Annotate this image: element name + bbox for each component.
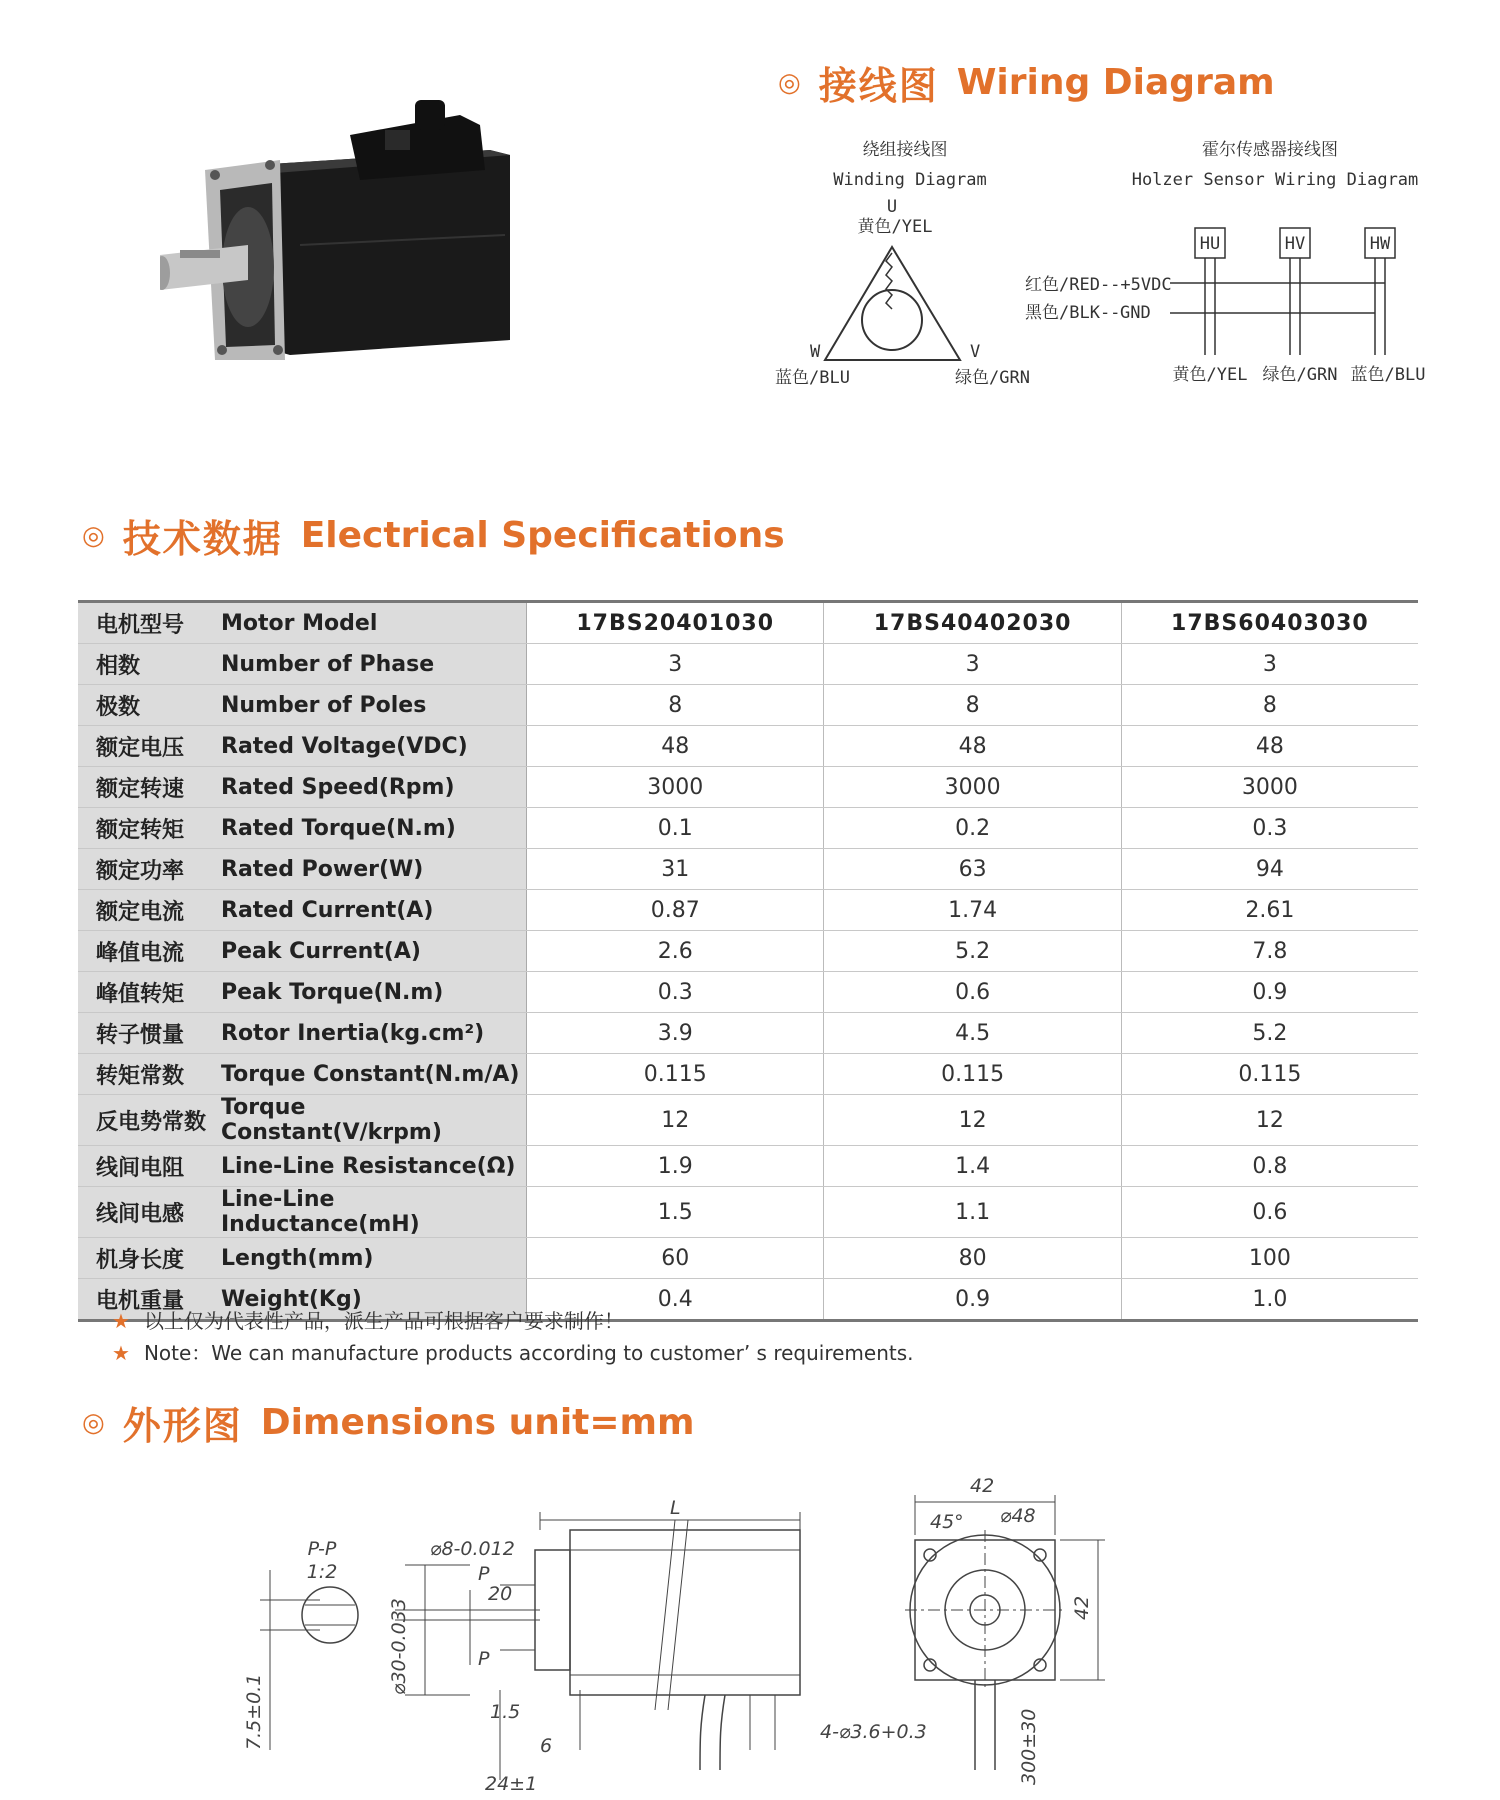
table-row (78, 685, 1418, 726)
header-zh: 电机型号 (78, 602, 221, 644)
wiring-diagrams (760, 135, 1460, 405)
row-value: 0.115 (824, 1054, 1121, 1095)
row-label-zh: 线间电感 (78, 1187, 221, 1238)
row-value: 48 (1121, 726, 1418, 767)
row-value: 3000 (527, 767, 824, 808)
bullet-icon: ◎ (82, 520, 105, 551)
dim-cable: 300±30 (1018, 1708, 1040, 1785)
row-label-en: Length(mm) (221, 1238, 527, 1279)
wiring-heading (778, 55, 1275, 110)
row-value: 0.2 (824, 808, 1121, 849)
row-label-en: Peak Torque(N.m) (221, 972, 527, 1013)
row-label-zh: 相数 (78, 644, 221, 685)
hall-title-en: Holzer Sensor Wiring Diagram (1131, 170, 1419, 190)
row-label-zh: 反电势常数 (78, 1095, 221, 1146)
row-value: 48 (824, 726, 1121, 767)
dim-p-top: P (478, 1563, 490, 1585)
row-value: 12 (824, 1095, 1121, 1146)
note-zh (112, 1305, 914, 1337)
wiring-heading-zh: 接线图 (818, 64, 939, 108)
row-label-zh: 额定电压 (78, 726, 221, 767)
table-row (78, 1095, 1418, 1146)
dimension-drawing (230, 1450, 1270, 1795)
dim-angle: 45° (930, 1511, 964, 1533)
row-value: 12 (1121, 1095, 1418, 1146)
row-value: 3 (824, 644, 1121, 685)
row-value: 0.87 (527, 890, 824, 931)
table-row (78, 972, 1418, 1013)
row-value: 8 (527, 685, 824, 726)
row-label-zh: 转子惯量 (78, 1013, 221, 1054)
table-row (78, 931, 1418, 972)
winding-v-label: 绿色/GRN (955, 368, 1030, 388)
row-value: 4.5 (824, 1013, 1121, 1054)
dim-holes: 4-⌀3.6+0.3 (820, 1721, 927, 1743)
row-value: 0.3 (527, 972, 824, 1013)
dim-pcd: ⌀48 (1000, 1505, 1036, 1527)
row-label-en: Number of Phase (221, 644, 527, 685)
row-value: 31 (527, 849, 824, 890)
row-label-en: Number of Poles (221, 685, 527, 726)
row-label-en: Rated Torque(N.m) (221, 808, 527, 849)
row-value: 100 (1121, 1238, 1418, 1279)
dim-42-side: 42 (1071, 1595, 1093, 1620)
row-value: 0.115 (1121, 1054, 1418, 1095)
row-label-en: Weight(Kg) (221, 1279, 527, 1321)
hall-title-zh: 霍尔传感器接线图 (1202, 140, 1338, 160)
row-value: 3.9 (527, 1013, 824, 1054)
note-en (112, 1337, 914, 1369)
row-label-en: Rated Power(W) (221, 849, 527, 890)
header-en: Motor Model (221, 602, 527, 644)
row-value: 3000 (824, 767, 1121, 808)
dim-24: 24±1 (485, 1773, 538, 1795)
hall-yel: 黄色/YEL (1172, 365, 1248, 385)
row-label-zh: 额定电流 (78, 890, 221, 931)
row-value: 7.8 (1121, 931, 1418, 972)
dim-6: 6 (540, 1735, 553, 1757)
dimensions-heading-zh: 外形图 (122, 1404, 243, 1448)
dim-boss: ⌀30-0.033 (388, 1598, 410, 1695)
dim-42-top: 42 (970, 1475, 995, 1497)
winding-diagram (775, 140, 1030, 388)
dim-key-len: 20 (488, 1583, 513, 1605)
row-value: 0.9 (824, 1279, 1121, 1321)
hall-red: 红色/RED--+5VDC (1025, 275, 1172, 295)
table-row (78, 1146, 1418, 1187)
row-value: 1.4 (824, 1146, 1121, 1187)
model-1: 17BS20401030 (527, 602, 824, 644)
row-value: 63 (824, 849, 1121, 890)
hall-hu: HU (1199, 234, 1221, 254)
dim-pp: P-P (307, 1538, 337, 1560)
row-value: 0.8 (1121, 1146, 1418, 1187)
row-label-zh: 转矩常数 (78, 1054, 221, 1095)
row-label-zh: 极数 (78, 685, 221, 726)
table-row (78, 1187, 1418, 1238)
row-value: 0.6 (824, 972, 1121, 1013)
specs-heading-en: Electrical Specifications (300, 515, 785, 556)
row-value: 0.4 (527, 1279, 824, 1321)
hall-diagram (1025, 140, 1425, 385)
model-2: 17BS40402030 (824, 602, 1121, 644)
row-label-zh: 线间电阻 (78, 1146, 221, 1187)
model-3: 17BS60403030 (1121, 602, 1418, 644)
dim-p-bottom: P (478, 1648, 490, 1670)
row-value: 48 (527, 726, 824, 767)
winding-w-letter: W (810, 342, 821, 362)
row-label-zh: 额定转矩 (78, 808, 221, 849)
row-label-en: Rated Voltage(VDC) (221, 726, 527, 767)
star-icon: ★ (112, 1341, 130, 1365)
row-value: 0.3 (1121, 808, 1418, 849)
row-value: 8 (1121, 685, 1418, 726)
row-value: 0.9 (1121, 972, 1418, 1013)
row-value: 80 (824, 1238, 1121, 1279)
row-value: 1.1 (824, 1187, 1121, 1238)
row-value: 1.74 (824, 890, 1121, 931)
winding-w-label: 蓝色/BLU (775, 368, 850, 388)
note-zh-text: 以上仅为代表性产品，派生产品可根据客户要求制作！ (143, 1309, 624, 1333)
row-label-en: Line-Line Inductance(mH) (221, 1187, 527, 1238)
row-label-en: Rated Speed(Rpm) (221, 767, 527, 808)
table-row (78, 808, 1418, 849)
row-label-en: Line-Line Resistance(Ω) (221, 1146, 527, 1187)
row-value: 60 (527, 1238, 824, 1279)
row-value: 3000 (1121, 767, 1418, 808)
star-icon: ★ (112, 1309, 130, 1333)
table-header-row (78, 602, 1418, 644)
row-value: 8 (824, 685, 1121, 726)
dim-shaft: ⌀8-0.012 (430, 1538, 515, 1560)
row-value: 1.9 (527, 1146, 824, 1187)
table-row (78, 890, 1418, 931)
bullet-icon: ◎ (778, 67, 801, 98)
bullet-icon: ◎ (82, 1407, 105, 1438)
winding-title-en: Winding Diagram (833, 170, 987, 190)
hall-blk: 黑色/BLK-- (1025, 303, 1121, 323)
spec-notes (112, 1305, 914, 1369)
dimensions-heading-en: Dimensions unit=mm (260, 1402, 695, 1443)
winding-title-zh: 绕组接线图 (862, 140, 948, 160)
row-label-en: Peak Current(A) (221, 931, 527, 972)
dim-scale: 1:2 (306, 1561, 338, 1583)
row-value: 2.6 (527, 931, 824, 972)
dim-length: L (670, 1497, 681, 1519)
table-row (78, 1013, 1418, 1054)
row-value: 0.1 (527, 808, 824, 849)
row-value: 3 (527, 644, 824, 685)
winding-u-letter: U (886, 197, 898, 217)
table-row (78, 1238, 1418, 1279)
row-value: 1.0 (1121, 1279, 1418, 1321)
hall-hw: HW (1369, 234, 1391, 254)
wiring-heading-en: Wiring Diagram (956, 62, 1275, 103)
dim-key: 7.5±0.1 (243, 1673, 265, 1750)
table-row (78, 767, 1418, 808)
dimensions-heading (82, 1395, 695, 1450)
row-value: 5.2 (824, 931, 1121, 972)
row-value: 94 (1121, 849, 1418, 890)
hall-gnd: GND (1120, 303, 1151, 323)
row-value: 0.115 (527, 1054, 824, 1095)
winding-u-label: 黄色/YEL (857, 217, 933, 237)
row-label-en: Rotor Inertia(kg.cm²) (221, 1013, 527, 1054)
hall-hv: HV (1284, 234, 1306, 254)
table-row (78, 726, 1418, 767)
row-label-zh: 额定转速 (78, 767, 221, 808)
table-row (78, 644, 1418, 685)
specs-heading-zh: 技术数据 (122, 517, 283, 561)
row-value: 0.6 (1121, 1187, 1418, 1238)
row-label-zh: 额定功率 (78, 849, 221, 890)
row-label-en: Torque Constant(N.m/A) (221, 1054, 527, 1095)
spec-table (78, 600, 1418, 1322)
row-label-zh: 电机重量 (78, 1279, 221, 1321)
specs-heading (82, 508, 785, 563)
table-row (78, 849, 1418, 890)
row-label-zh: 机身长度 (78, 1238, 221, 1279)
row-label-en: Rated Current(A) (221, 890, 527, 931)
row-value: 5.2 (1121, 1013, 1418, 1054)
row-value: 12 (527, 1095, 824, 1146)
row-value: 1.5 (527, 1187, 824, 1238)
note-en-text: Note：We can manufacture products according to customer’ s requirements. (143, 1341, 914, 1365)
row-label-en: Torque Constant(V/krpm) (221, 1095, 527, 1146)
dim-1-5: 1.5 (490, 1701, 521, 1723)
hall-grn: 绿色/GRN (1262, 365, 1338, 385)
winding-v-letter: V (970, 342, 981, 362)
row-value: 3 (1121, 644, 1418, 685)
motor-photo (160, 95, 590, 415)
row-label-zh: 峰值电流 (78, 931, 221, 972)
row-value: 2.61 (1121, 890, 1418, 931)
row-label-zh: 峰值转矩 (78, 972, 221, 1013)
hall-blu: 蓝色/BLU (1350, 365, 1426, 385)
table-row (78, 1054, 1418, 1095)
